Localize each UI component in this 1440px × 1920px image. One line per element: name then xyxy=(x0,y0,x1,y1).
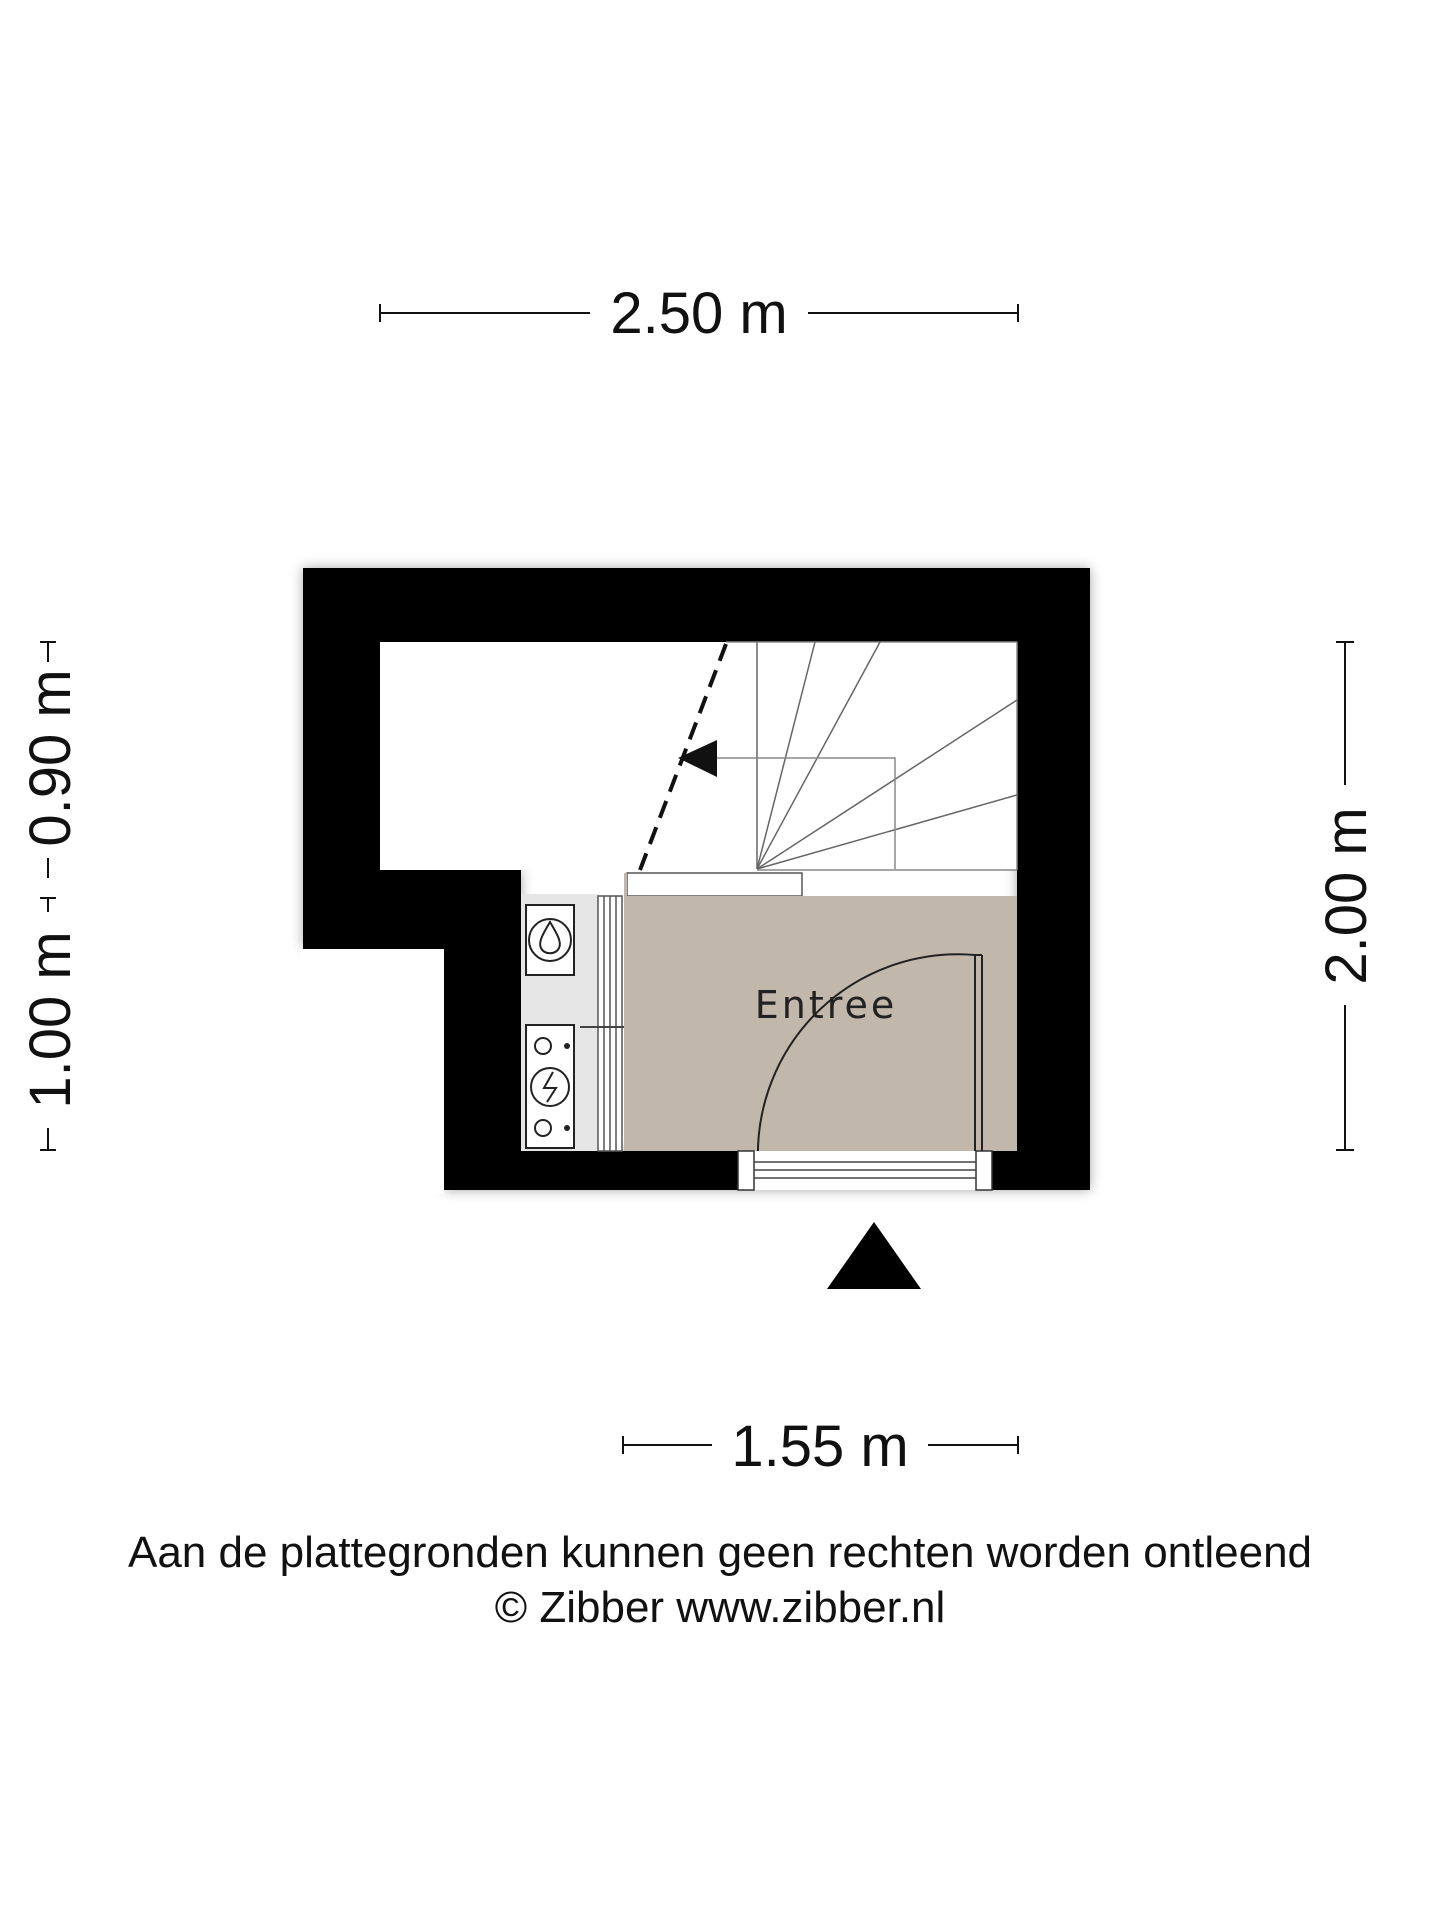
electric-meter-icon xyxy=(526,1025,574,1148)
dimension-right-label: 2.00 m xyxy=(1314,807,1379,985)
dimension-left-lower-label: 1.00 m xyxy=(18,931,83,1109)
entrance-arrow-icon xyxy=(827,1222,921,1289)
door-threshold xyxy=(738,1151,992,1190)
room-label-entree: Entree xyxy=(754,983,898,1027)
staircase xyxy=(700,642,1017,870)
dimension-top xyxy=(380,281,1018,346)
floor-edge xyxy=(624,873,627,896)
dimension-top-label: 2.50 m xyxy=(610,281,788,346)
void-area xyxy=(380,642,710,870)
dimension-left xyxy=(18,642,83,1150)
stair-landing xyxy=(627,873,802,896)
disclaimer-text: Aan de plattegronden kunnen geen rechten worden ontleend xyxy=(127,1528,1313,1577)
dimension-left-upper-label: 0.90 m xyxy=(18,669,83,847)
copyright-text: © Zibber www.zibber.nl xyxy=(494,1583,946,1632)
outer-notch xyxy=(300,949,444,1194)
dimension-bottom xyxy=(623,1414,1018,1479)
wall-left-lower xyxy=(444,870,521,1190)
closet-door xyxy=(598,896,622,1151)
dimension-bottom-label: 1.55 m xyxy=(731,1414,909,1479)
dimension-right xyxy=(1314,642,1379,1150)
water-meter-icon xyxy=(526,905,574,975)
